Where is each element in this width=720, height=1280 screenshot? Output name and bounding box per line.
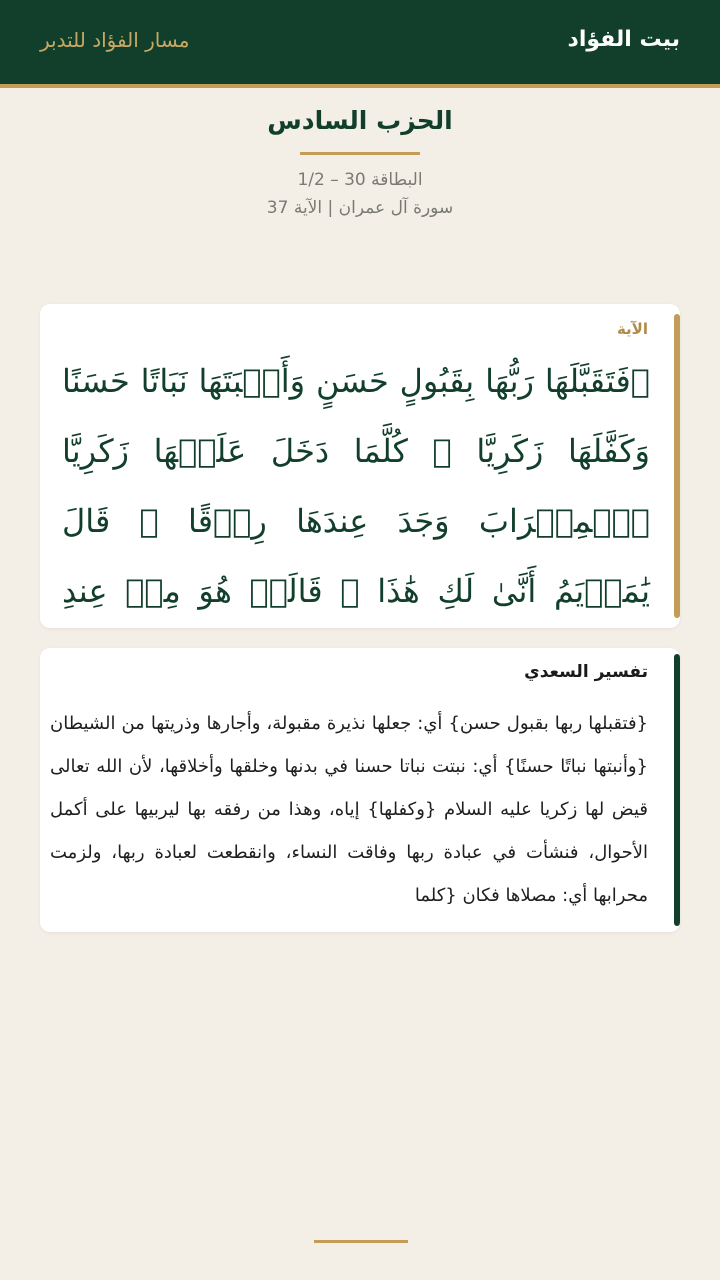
card-number: البطاقة 30 – 1/2 bbox=[297, 170, 423, 190]
bottom-divider bbox=[314, 1240, 408, 1243]
verse-text: ﴿فَتَقَبَّلَهَا رَبُّهَا بِقَبُولٍ حَسَنٍ وَأَنۢبَتَهَا نَبَاتًا حَسَنًا وَكَفَّلَهَا زَكَرِيَّا ۖ كُلَّمَا دَخَلَ عَلَيۡهَا زَكَرِيَّا ٱلۡمِحۡرَابَ وَجَدَ عِندَهَا رِزۡقًا ۖ قَالَ يَٰمَرۡيَمُ أَنَّىٰ لَكِ هَٰذَا ۖ قَالَتۡ هُوَ مِنۡ عِندِ bbox=[62, 362, 650, 610]
tafsir-title: تفسير السعدي bbox=[524, 662, 648, 682]
app-title: بيت الفؤاد bbox=[567, 27, 680, 52]
verse-accent-bar bbox=[674, 314, 680, 618]
verse-label: الآية bbox=[616, 320, 648, 338]
surah-reference: سورة آل عمران | الآية 37 bbox=[266, 198, 454, 218]
header-divider bbox=[300, 152, 420, 155]
tafsir-accent-bar bbox=[674, 654, 680, 926]
app-subtitle-link[interactable]: مسار الفؤاد للتدبر bbox=[40, 28, 190, 52]
top-app-bar bbox=[0, 0, 720, 88]
hizb-title: الحزب السادس bbox=[267, 106, 453, 135]
tafsir-text: {فتقبلها ربها بقبول حسن} أي: جعلها نذيرة مقبولة، وأجارها وذريتها من الشيطان {وأنبتها نباتًا حسنًا} أي: نبتت نباتا حسنا في بدنها وخلقها وأخلاقها، لأن الله تعالى قيض لها زكريا عليه السلام {وكفلها} إياه، وهذا من رفقه بها ليربيها على أكمل الأحوال، فنشأت في عبادة ربها وفاقت النساء، وانقطعت لعبادة ربها، ولزمت محرابها أي: مصلاها فكان {كلما bbox=[50, 713, 648, 906]
tafsir-card[interactable] bbox=[40, 648, 680, 932]
verse-card bbox=[40, 304, 680, 628]
hizb-header bbox=[0, 104, 720, 219]
